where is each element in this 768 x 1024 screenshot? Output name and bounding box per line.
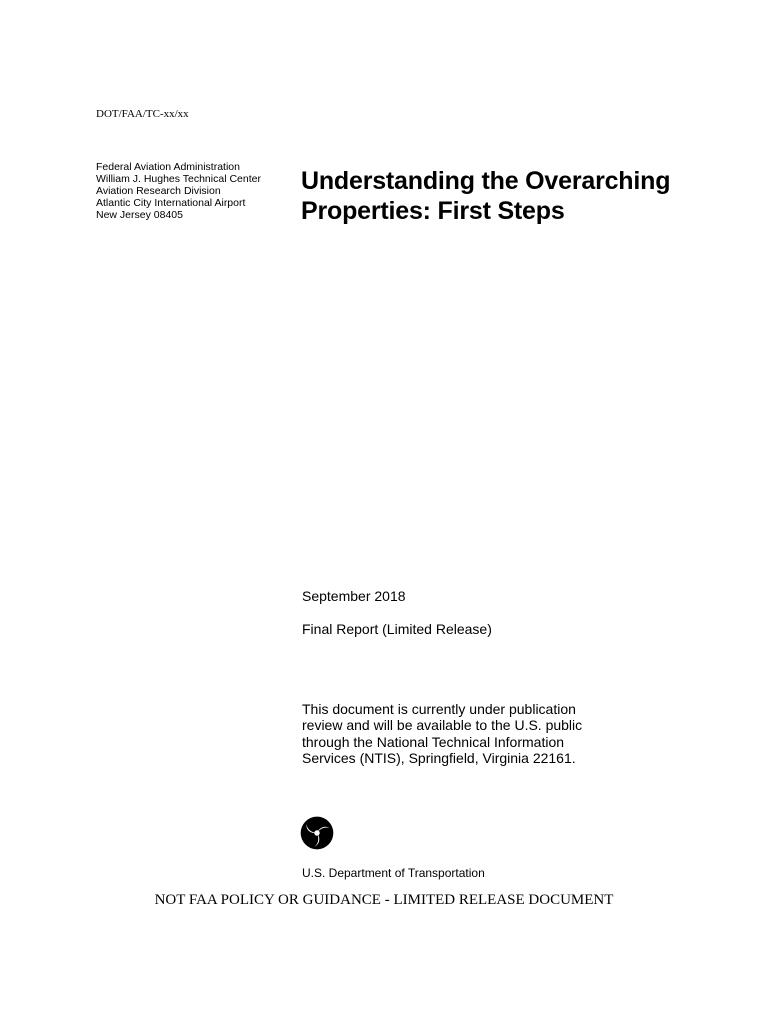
agency-address xyxy=(96,161,261,221)
availability-line: This document is currently under publication xyxy=(302,701,576,717)
document-title xyxy=(301,166,741,226)
title-line: Properties: First Steps xyxy=(301,197,565,225)
availability-line: through the National Technical Information xyxy=(302,733,565,750)
department-name: U.S. Department of Transportation xyxy=(302,866,485,880)
dot-triskelion-logo-icon xyxy=(300,816,334,850)
availability-line: Services (NTIS), Springfield, Virginia 22161. xyxy=(302,749,576,766)
agency-line: Atlantic City International Airport xyxy=(96,197,246,209)
agency-line: William J. Hughes Technical Center xyxy=(96,173,261,185)
report-number: DOT/FAA/TC-xx/xx xyxy=(96,108,189,120)
report-type: Final Report (Limited Release) xyxy=(302,621,492,637)
agency-line: Federal Aviation Administration xyxy=(96,161,240,173)
report-date: September 2018 xyxy=(302,588,406,604)
availability-line: review and will be available to the U.S. public xyxy=(302,717,583,734)
release-disclaimer: NOT FAA POLICY OR GUIDANCE - LIMITED RELEASE DOCUMENT xyxy=(154,892,614,908)
availability-notice xyxy=(302,701,582,766)
agency-line: New Jersey 08405 xyxy=(96,209,183,221)
logo-center xyxy=(314,830,319,835)
agency-line: Aviation Research Division xyxy=(96,185,221,197)
title-line: Understanding the Overarching xyxy=(301,167,671,195)
